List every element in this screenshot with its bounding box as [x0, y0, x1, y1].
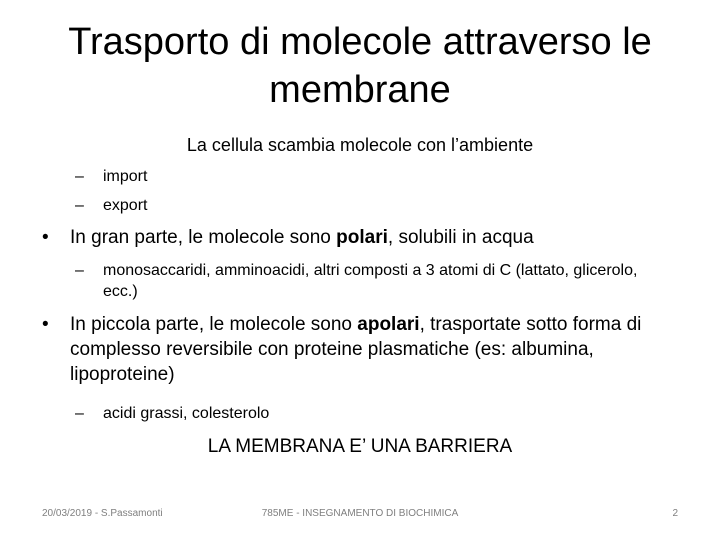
dash-marker: –: [75, 197, 84, 214]
dash-marker: –: [75, 405, 84, 422]
list-item-text: import: [103, 168, 148, 185]
slide-title: Trasporto di molecole attraverso le membrane: [68, 21, 652, 111]
bullet-text-bold: apolari: [357, 314, 420, 335]
dash-marker: –: [75, 262, 84, 279]
list-item-polar-examples: [75, 260, 670, 302]
list-item-import: [75, 166, 675, 187]
emphasis-statement: LA MEMBRANA E’ UNA BARRIERA: [207, 436, 513, 457]
bullet-polari: [42, 225, 682, 250]
bullet-text: [42, 225, 682, 250]
list-item-text: monosaccaridi, amminoacidi, altri composti a 3 atomi di C (lattato, glicerolo, ecc.): [103, 262, 638, 300]
footer-course: 785ME - INSEGNAMENTO DI BIOCHIMICA: [261, 508, 459, 519]
bullet-marker: •: [42, 314, 49, 335]
bullet-text-pre: In gran parte, le molecole sono: [70, 227, 337, 248]
bullet-apolari: [42, 312, 682, 387]
slide-subtitle: La cellula scambia molecole con l’ambiente: [186, 135, 534, 155]
footer-date-author: 20/03/2019 - S.Passamonti: [42, 508, 163, 519]
list-item-text: export: [103, 197, 148, 214]
bullet-text-post: , trasportate sotto forma di complesso reversibile con proteine plasmatiche (es: albumina, lipoproteine): [70, 314, 642, 385]
bullet-text-post: , solubili in acqua: [387, 227, 534, 248]
bullet-text: [42, 312, 682, 387]
bullet-text-pre: In piccola parte, le molecole sono: [70, 314, 358, 335]
list-item-text: acidi grassi, colesterolo: [103, 405, 270, 422]
list-item-apolar-examples: [75, 403, 670, 424]
list-item-export: [75, 195, 675, 216]
bullet-marker: •: [42, 227, 49, 248]
bullet-text-bold: polari: [336, 227, 388, 248]
page-number: 2: [672, 508, 678, 519]
dash-marker: –: [75, 168, 84, 185]
